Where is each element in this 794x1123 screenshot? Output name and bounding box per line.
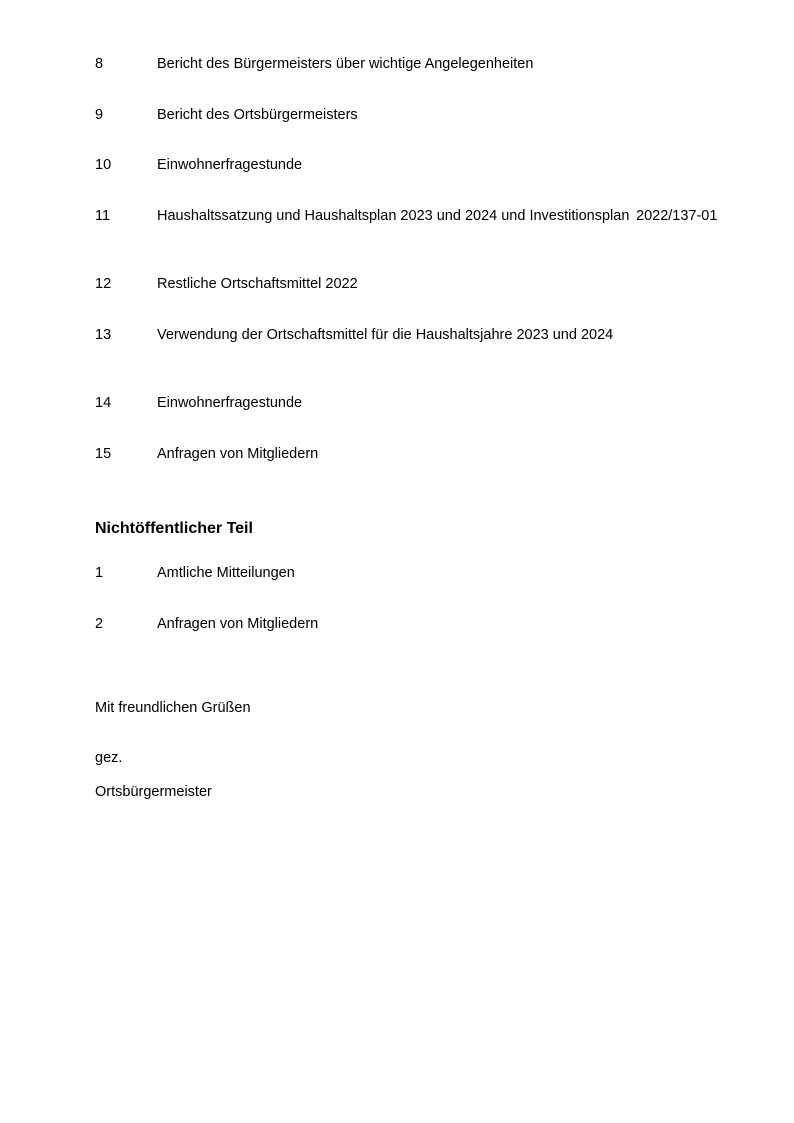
signatory-role: Ortsbürgermeister — [95, 784, 212, 800]
agenda-item — [95, 276, 735, 327]
agenda-item — [95, 446, 735, 497]
agenda-item — [95, 157, 735, 208]
closed-session-list — [95, 565, 735, 666]
agenda-item-number: 2 — [95, 615, 104, 632]
agenda-item-title: Haushaltssatzung und Haushaltsplan 2023 und 2024 und Investitionsplan — [157, 208, 630, 225]
agenda-item-title: Einwohnerfragestunde — [157, 395, 303, 412]
signature-note: gez. — [95, 750, 123, 766]
closed-session-heading: Nichtöffentlicher Teil — [95, 520, 253, 537]
agenda-item-number: 12 — [95, 276, 112, 293]
agenda-item — [95, 395, 735, 446]
agenda-item — [95, 565, 735, 616]
agenda-item-number: 8 — [95, 56, 104, 72]
agenda-item-title: Einwohnerfragestunde — [157, 157, 303, 174]
agenda-item-number: 11 — [95, 208, 111, 225]
agenda-item-number: 1 — [95, 565, 104, 581]
public-agenda-list — [95, 56, 735, 497]
agenda-item-title: Bericht des Bürgermeisters über wichtige Angelegenheiten — [157, 56, 534, 72]
agenda-item-number: 14 — [95, 395, 112, 412]
agenda-item-title: Anfragen von Mitgliedern — [157, 446, 319, 463]
agenda-item-number: 15 — [95, 446, 112, 463]
agenda-item — [95, 327, 735, 395]
agenda-item-title: Verwendung der Ortschaftsmittel für die Haushaltsjahre 2023 und 2024 — [157, 327, 614, 344]
agenda-item-number: 13 — [95, 327, 112, 344]
agenda-item-title: Anfragen von Mitgliedern — [157, 615, 319, 632]
agenda-item — [95, 56, 735, 107]
agenda-item-title: Amtliche Mitteilungen — [157, 565, 295, 581]
agenda-item-title: Restliche Ortschaftsmittel 2022 — [157, 276, 358, 293]
agenda-item — [95, 616, 735, 667]
agenda-item — [95, 107, 735, 158]
agenda-item-number: 9 — [95, 106, 104, 123]
agenda-item-number: 10 — [95, 157, 112, 174]
agenda-item-title: Bericht des Ortsbürgermeisters — [157, 106, 358, 123]
agenda-item-reference: 2022/137-01 — [636, 208, 718, 225]
closing-greeting: Mit freundlichen Grüßen — [95, 700, 251, 716]
agenda-item — [95, 208, 735, 276]
